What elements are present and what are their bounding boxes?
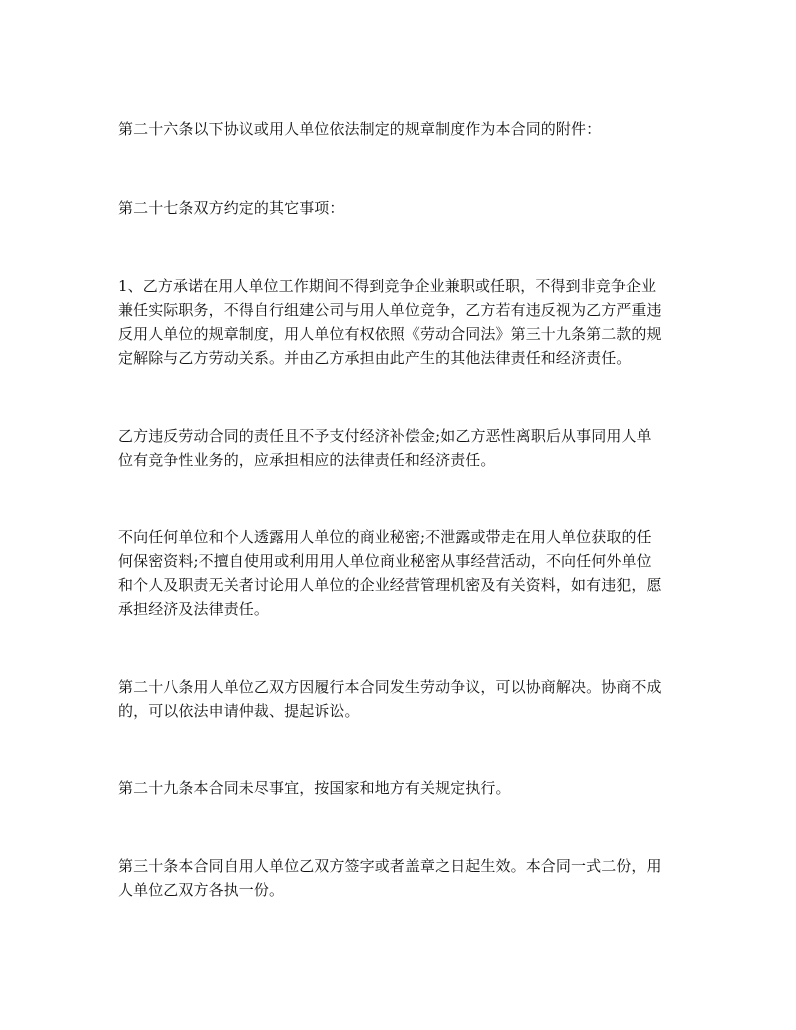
- paragraph-line: 定解除与乙方劳动关系。并由乙方承担由此产生的其他法律责任和经济责任。: [118, 349, 632, 367]
- paragraph-line: 人单位乙双方各执一份。: [118, 881, 285, 899]
- paragraph-line: 1、乙方承诺在用人单位工作期间不得到竞争企业兼职或任职，不得到非竞争企业: [118, 277, 657, 295]
- paragraph-line: 承担经济及法律责任。: [118, 600, 270, 618]
- breach-liability-paragraph: [118, 424, 691, 472]
- paragraph-line: 乙方违反劳动合同的责任且不予支付经济补偿金;如乙方恶性离职后从事同用人单: [118, 427, 652, 445]
- paragraph-line: 第二十八条用人单位乙双方因履行本合同发生劳动争议，可以协商解决。协商不成: [118, 678, 662, 696]
- clause-30-paragraph: [118, 854, 691, 902]
- paragraph-line: 反用人单位的规章制度，用人单位有权依照《劳动合同法》第三十九条第二款的规: [118, 325, 662, 343]
- paragraph-line: 何保密资料;不擅自使用或利用用人单位商业秘密从事经营活动，不向任何外单位: [118, 552, 652, 570]
- paragraph-line: 第二十九条本合同未尽事宜，按国家和地方有关规定执行。: [118, 779, 511, 797]
- paragraph-line: 第三十条本合同自用人单位乙双方签字或者盖章之日起生效。本合同一式二份，用: [118, 857, 662, 875]
- confidentiality-paragraph: [118, 525, 691, 621]
- paragraph-line: 第二十七条双方约定的其它事项：: [118, 199, 345, 217]
- clause-28-paragraph: [118, 675, 691, 723]
- paragraph-line: 位有竞争性业务的，应承担相应的法律责任和经济责任。: [118, 451, 496, 469]
- paragraph-line: 兼任实际职务，不得自行组建公司与用人单位竞争，乙方若有违反视为乙方严重违: [118, 301, 662, 319]
- paragraph-line: 的，可以依法申请仲裁、提起诉讼。: [118, 702, 360, 720]
- paragraph-line: 不向任何单位和个人透露用人单位的商业秘密;不泄露或带走在用人单位获取的任: [118, 528, 652, 546]
- clause-29-paragraph: [118, 776, 691, 800]
- clause-27-paragraph: [118, 196, 691, 220]
- item-1-paragraph: [118, 274, 691, 370]
- paragraph-line: 第二十六条以下协议或用人单位依法制定的规章制度作为本合同的附件：: [118, 120, 602, 138]
- clause-26-paragraph: [118, 117, 691, 141]
- paragraph-line: 和个人及职责无关者讨论用人单位的企业经营管理机密及有关资料，如有违犯，愿: [118, 576, 662, 594]
